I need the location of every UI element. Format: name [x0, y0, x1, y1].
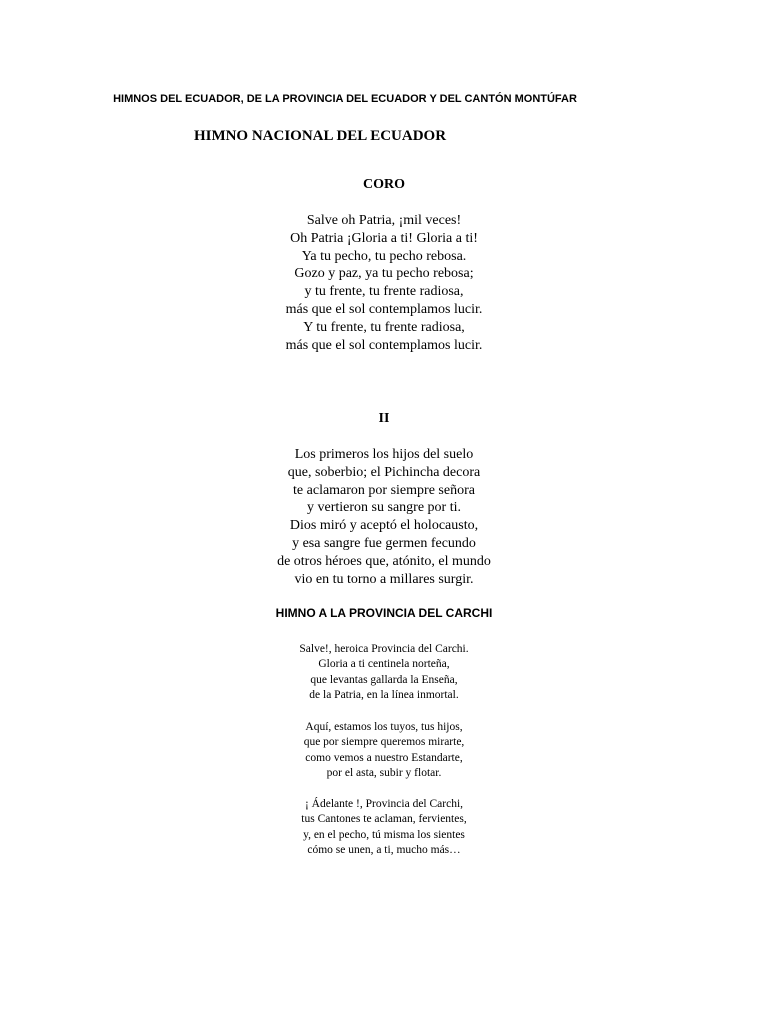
- province-line: de la Patria, en la línea inmortal.: [309, 689, 459, 702]
- verse-line: vio en tu torno a millares surgir.: [294, 571, 474, 587]
- chorus-line: Oh Patria ¡Gloria a ti! Gloria a ti!: [290, 230, 478, 246]
- province-stanza-2: [234, 720, 534, 782]
- verse-2-heading: II: [378, 411, 390, 426]
- province-line: y, en el pecho, tú misma los sientes: [303, 828, 465, 841]
- verse-2-stanza: [234, 446, 534, 588]
- province-line: por el asta, subir y flotar.: [326, 767, 442, 780]
- province-anthem-title: HIMNO A LA PROVINCIA DEL CARCHI: [275, 606, 493, 620]
- province-line: que por siempre queremos mirarte,: [303, 736, 465, 749]
- national-anthem-title: HIMNO NACIONAL DEL ECUADOR: [193, 128, 447, 144]
- province-stanza-1: [234, 642, 534, 704]
- verse-line: Los primeros los hijos del suelo: [294, 447, 474, 462]
- province-line: Aquí, estamos los tuyos, tus hijos,: [305, 721, 463, 733]
- province-line: que levantas gallarda la Enseña,: [310, 673, 458, 686]
- chorus-heading: CORO: [363, 177, 405, 192]
- province-line: tus Cantones te aclaman, fervientes,: [301, 813, 467, 826]
- verse-line: que, soberbio; el Pichincha decora: [287, 464, 481, 480]
- province-line: cómo se unen, a ti, mucho más…: [307, 844, 461, 857]
- province-line: Salve!, heroica Provincia del Carchi.: [299, 643, 469, 655]
- chorus-stanza: [234, 212, 534, 354]
- chorus-line: más que el sol contemplamos lucir.: [285, 301, 483, 317]
- province-line: ¡ Ádelante !, Provincia del Carchi,: [304, 798, 464, 810]
- verse-line: Dios miró y aceptó el holocausto,: [289, 518, 479, 534]
- chorus-line: Gozo y paz, ya tu pecho rebosa;: [294, 266, 474, 282]
- chorus-line: Ya tu pecho, tu pecho rebosa.: [301, 248, 467, 264]
- document-title: HIMNOS DEL ECUADOR, DE LA PROVINCIA DEL ECUADOR Y DEL CANTÓN MONTÚFAR: [113, 93, 577, 105]
- verse-line: te aclamaron por siempre señora: [293, 482, 475, 498]
- province-line: Gloria a ti centinela norteña,: [318, 658, 450, 671]
- chorus-line: Salve oh Patria, ¡mil veces!: [306, 213, 462, 228]
- verse-line: de otros héroes que, atónito, el mundo: [277, 553, 491, 569]
- chorus-line: Y tu frente, tu frente radiosa,: [303, 319, 465, 335]
- verse-line: y esa sangre fue germen fecundo: [292, 535, 476, 551]
- province-stanza-3: [234, 797, 534, 859]
- chorus-line: y tu frente, tu frente radiosa,: [304, 284, 464, 300]
- verse-line: y vertieron su sangre por ti.: [307, 500, 461, 516]
- province-line: como vemos a nuestro Estandarte,: [305, 751, 463, 764]
- chorus-line: más que el sol contemplamos lucir.: [285, 337, 483, 353]
